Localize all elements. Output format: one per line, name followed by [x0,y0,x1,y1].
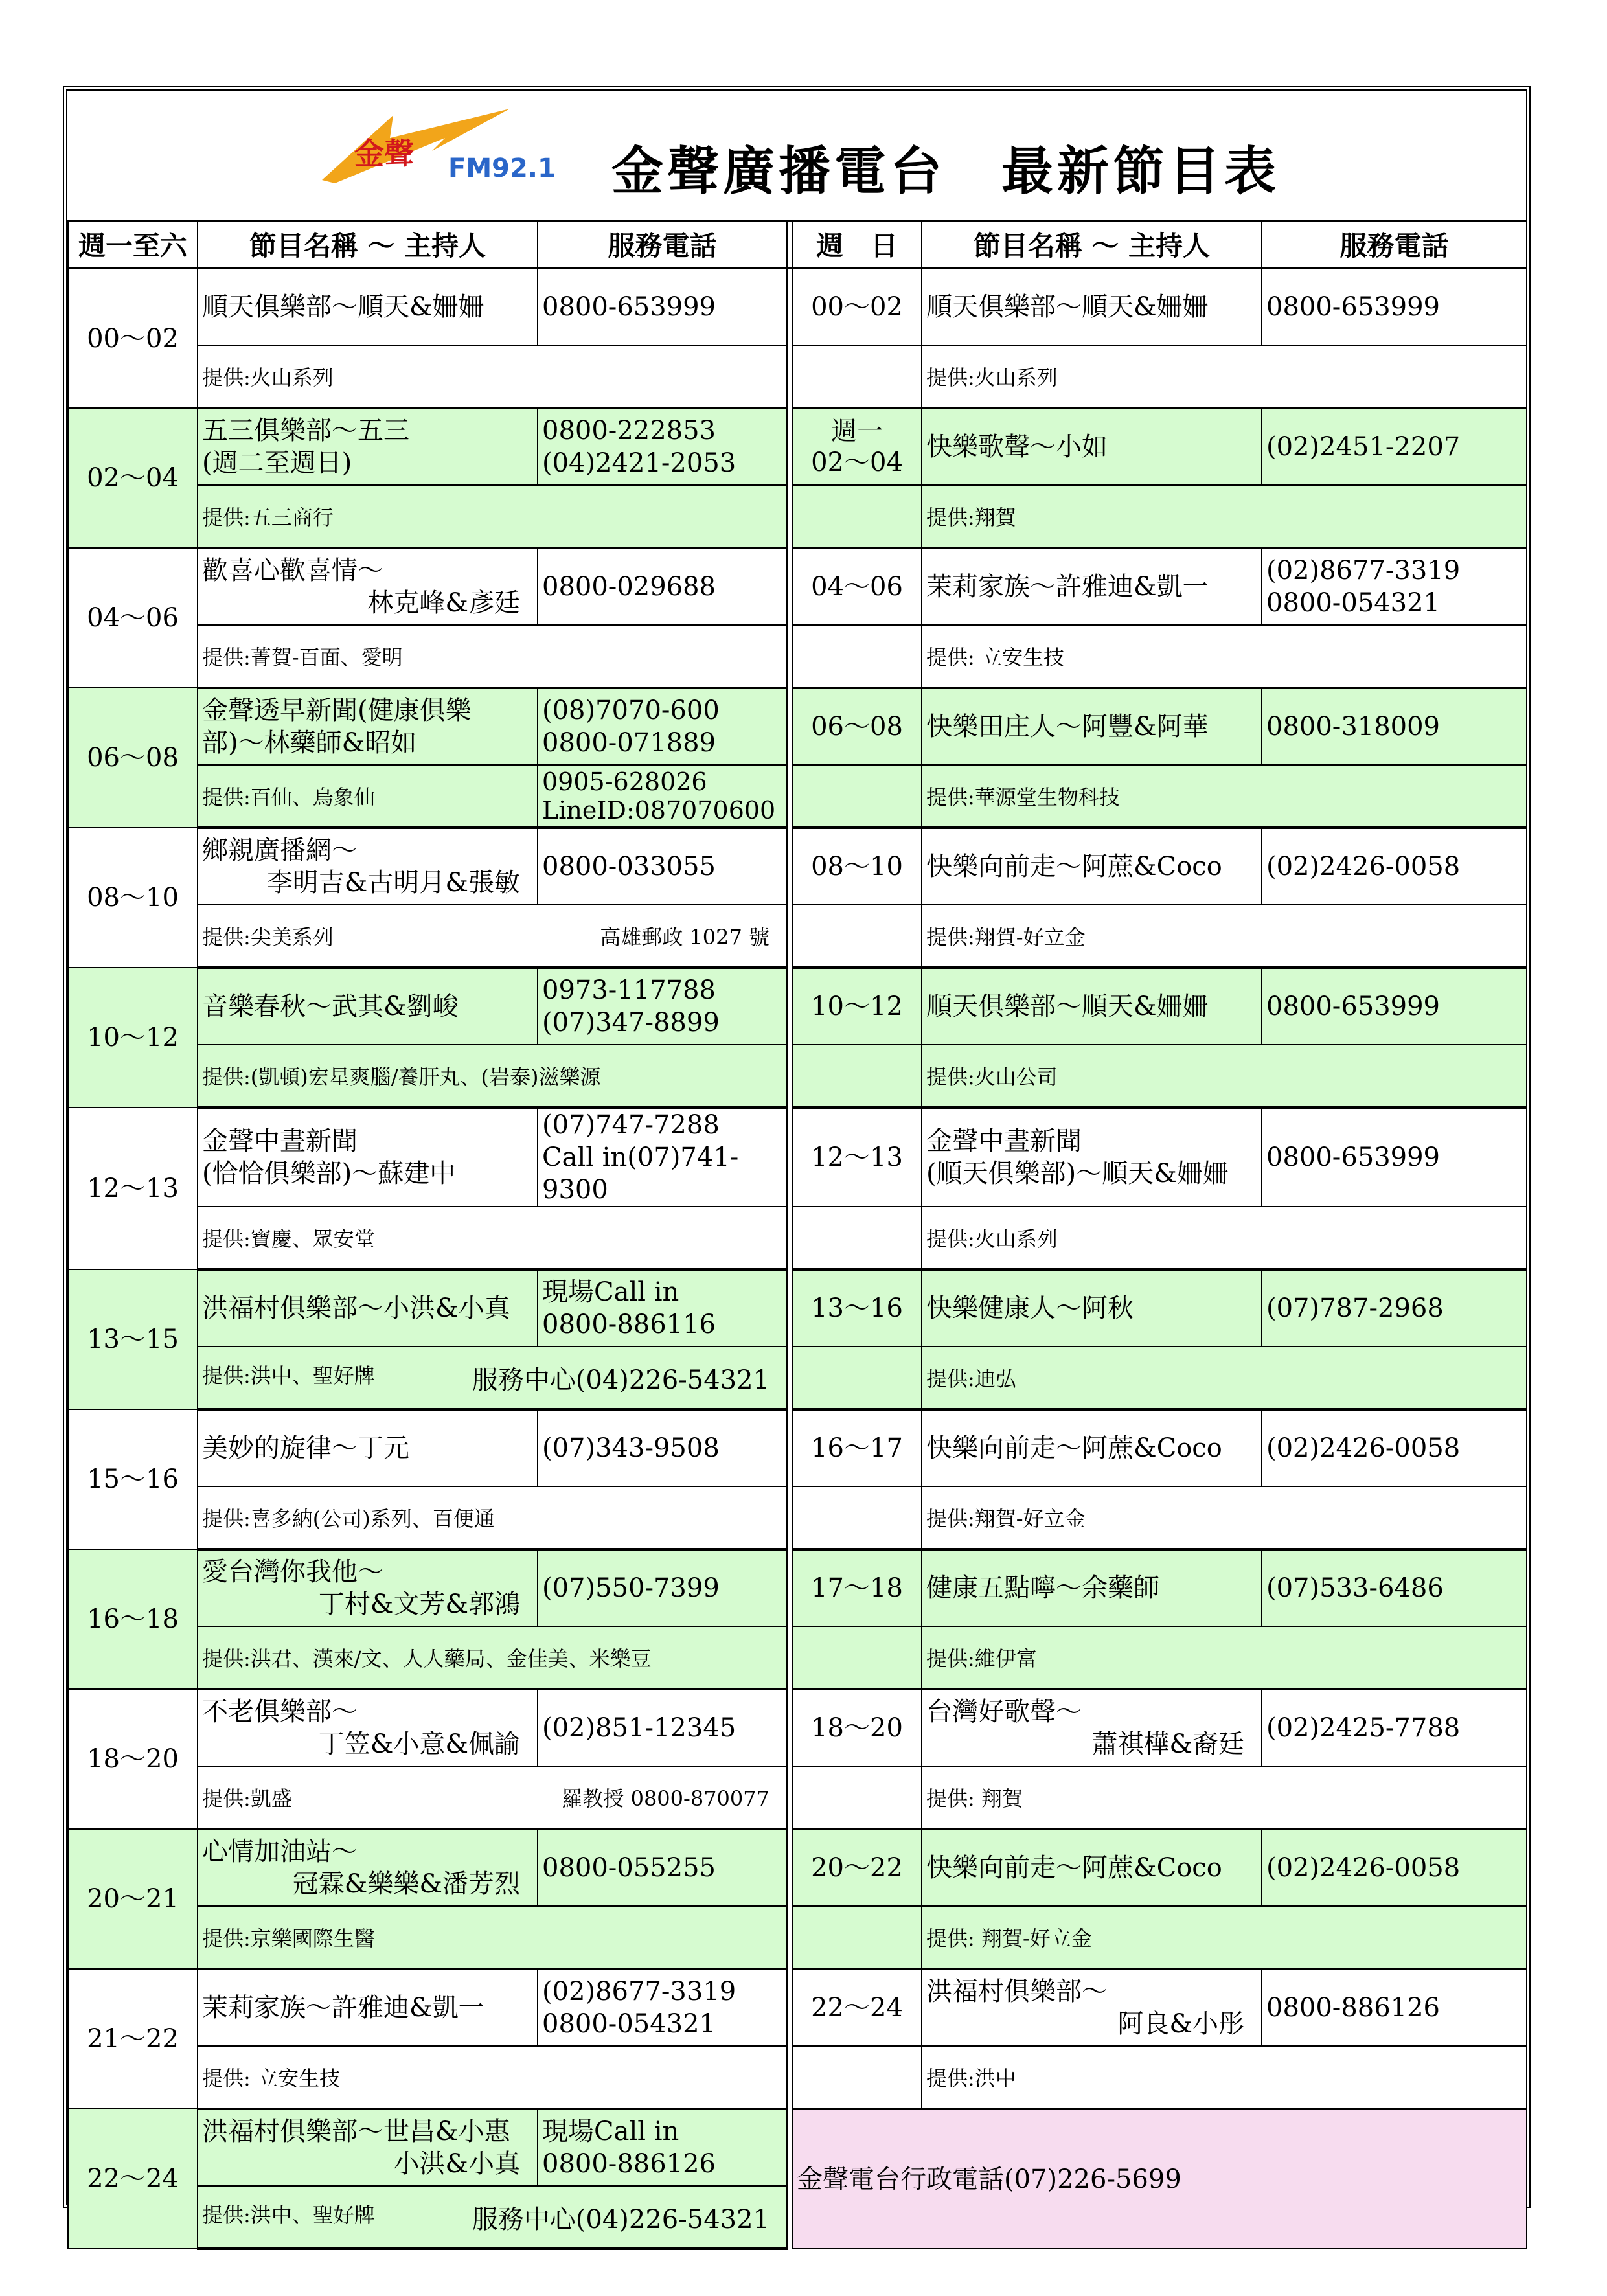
weekday-phone [538,2109,787,2186]
column-gap [787,1829,792,1969]
column-gap [787,1409,792,1549]
weekday-program [198,968,538,1045]
text-line: (02)2451-2207 [1266,432,1461,462]
sunday-sponsor: 提供:翔賀-好立金 [922,905,1527,968]
sunday-time: 00～02 [792,268,922,345]
sunday-time-blank [792,345,922,408]
weekday-sponsor [198,485,787,548]
weekday-time: 00～02 [68,268,198,408]
weekday-phone [538,968,787,1045]
text-line: 小洪&小真 [393,2149,520,2179]
sunday-phone [1262,1969,1527,2046]
text-line: 0800-886126 [1266,1993,1441,2023]
text-line: 0800-071889 [542,728,716,758]
sunday-sponsor: 提供:迪弘 [922,1347,1527,1409]
sponsor-row [68,1045,1527,1108]
sponsor-contact: 服務中心(04)226-54321 [472,1365,769,1395]
sunday-program [922,1689,1262,1766]
col-sunday: 週 日 [792,221,922,268]
text-line: (08)7070-600 [542,696,720,725]
weekday-program [198,268,538,345]
text-line: (07)550-7399 [542,1573,720,1603]
weekday-time: 08～10 [68,828,198,968]
text-line: 順天俱樂部～順天&姍姍 [202,292,484,322]
page-title: 金聲廣播電台 最新節目表 [611,141,1280,201]
schedule-row [68,548,1527,625]
sunday-sponsor: 提供: 翔賀-好立金 [922,1906,1527,1969]
text-line: 蕭祺樺&裔廷 [1091,1729,1244,1759]
sunday-time-blank [792,625,922,688]
text-line: 快樂歌聲～小如 [926,432,1108,462]
sunday-time: 20～22 [792,1829,922,1906]
schedule-frame [63,86,1531,2234]
schedule-row [68,408,1527,485]
sponsor-text: 提供:洪君、漢來/文、人人藥局、金佳美、米樂豆 [202,1646,652,1671]
text-line: Call in(07)741-9300 [542,1142,739,1205]
sunday-program [922,828,1262,905]
program-schedule-table [67,220,1527,2250]
text-line: 美妙的旋律～丁元 [202,1433,409,1463]
text-line: 0800-033055 [542,852,716,881]
text-line: 0800-653999 [1266,1142,1441,1172]
text-line: 台灣好歌聲～ [926,1697,1082,1727]
sunday-sponsor: 提供:洪中 [922,2046,1527,2109]
schedule-row [68,828,1527,905]
weekday-program [198,1829,538,1906]
sunday-time: 22～24 [792,1969,922,2046]
text-line: (07)533-6486 [1266,1573,1444,1603]
weekday-sponsor [198,1626,787,1689]
sunday-time-blank [792,2046,922,2109]
text-line: 0800-222853 [542,416,716,446]
sponsor-text: 提供: 立安生技 [202,2066,340,2091]
schedule-row [68,1689,1527,1766]
weekday-time: 06～08 [68,688,198,828]
weekday-sponsor [198,1045,787,1108]
text-line: 林克峰&彥廷 [367,588,520,618]
text-line: (02)2425-7788 [1266,1713,1461,1743]
text-line: 0800-653999 [1266,292,1441,322]
sponsor-contact: 服務中心(04)226-54321 [472,2204,769,2234]
column-gap [787,408,792,548]
weekday-phone [538,1549,787,1626]
column-gap [787,2109,792,2249]
sunday-sponsor: 提供:翔賀 [922,485,1527,548]
schedule-row [68,2109,1527,2186]
sunday-program [922,1269,1262,1347]
weekday-sponsor [198,345,787,408]
sunday-program [922,1549,1262,1626]
sponsor-row [68,905,1527,968]
sponsor-row [68,1486,1527,1549]
weekday-sponsor [198,905,787,968]
text-line: (恰恰俱樂部)～蘇建中 [202,1159,456,1188]
station-logo [315,102,626,187]
sunday-time-blank [792,485,922,548]
sunday-phone [1262,688,1527,765]
text-line: 洪福村俱樂部～ [926,1977,1108,2006]
text-line: (02)2426-0058 [1266,1853,1461,1883]
weekday-phone [538,548,787,625]
logo-text: 金聲 [354,136,414,171]
weekday-sponsor [198,1347,787,1409]
sunday-sponsor: 提供:火山系列 [922,1207,1527,1269]
weekday-phone [538,1409,787,1486]
sponsor-text: 提供:百仙、烏象仙 [202,785,375,810]
sponsor-contact: 羅教授 0800-870077 [562,1786,769,1811]
sunday-phone [1262,548,1527,625]
sunday-time-blank [792,905,922,968]
sunday-phone [1262,1689,1527,1766]
weekday-sponsor [198,2046,787,2109]
sunday-phone [1262,1549,1527,1626]
weekday-program [198,828,538,905]
col-program: 節目名稱 ～ 主持人 [198,221,538,268]
weekday-time: 16～18 [68,1549,198,1689]
text-line: 歡喜心歡喜情～ [202,556,383,585]
sunday-time-blank [792,1906,922,1969]
text-line: 音樂春秋～武其&劉峻 [202,992,459,1021]
schedule-row [68,1269,1527,1347]
sunday-sponsor: 提供:華源堂生物科技 [922,765,1527,828]
text-line: 順天俱樂部～順天&姍姍 [926,292,1209,322]
text-line: 洪福村俱樂部～世昌&小惠 [202,2117,510,2146]
sponsor-text: 提供:尖美系列 [202,925,334,949]
sunday-program [922,548,1262,625]
text-line: 0800-886116 [542,1310,716,1339]
column-gap [787,1549,792,1689]
time-line: 週一 [831,416,883,446]
text-line: (02)8677-3319 [542,1977,736,2006]
weekday-phone [538,1108,787,1207]
sunday-program [922,1969,1262,2046]
sunday-time: 10～12 [792,968,922,1045]
sunday-time: 17～18 [792,1549,922,1626]
sunday-phone [1262,268,1527,345]
sunday-phone [1262,1269,1527,1347]
sunday-time: 04～06 [792,548,922,625]
sponsor-row [68,765,1527,828]
text-line: 0800-054321 [1266,588,1441,618]
weekday-program [198,1409,538,1486]
col-phone: 服務電話 [538,221,787,268]
text-line: 0800-886126 [542,2149,716,2179]
weekday-program [198,1549,538,1626]
sunday-time-blank [792,1626,922,1689]
admin-phone-text: 金聲電台行政電話(07)226-5699 [797,2164,1181,2194]
text-line: 0905-628026 [542,767,707,796]
sunday-sponsor: 提供:火山系列 [922,345,1527,408]
text-line: LineID:087070600 [542,796,776,824]
weekday-program [198,688,538,765]
weekday-sponsor [198,625,787,688]
text-line: (02)2426-0058 [1266,1433,1461,1463]
schedule-row [68,1108,1527,1207]
text-line: (02)8677-3319 [1266,556,1461,585]
text-line: 金聲透早新聞(健康俱樂 [202,696,472,725]
weekday-phone [538,828,787,905]
sponsor-row [68,1207,1527,1269]
text-line: (07)747-7288 [542,1110,720,1140]
text-line: 現場Call in [542,2117,679,2146]
column-gap [787,268,792,408]
sponsor-row [68,625,1527,688]
weekday-time: 21～22 [68,1969,198,2109]
text-line: 冠霖&樂樂&潘芳烈 [292,1869,520,1899]
sunday-phone [1262,1409,1527,1486]
sponsor-row [68,1766,1527,1829]
sunday-time-blank [792,1766,922,1829]
text-line: 快樂向前走～阿蔗&Coco [926,1853,1222,1883]
text-line: 部)～林藥師&昭如 [202,728,417,758]
sunday-phone [1262,1829,1527,1906]
sponsor-row [68,1347,1527,1409]
sunday-time-blank [792,1347,922,1409]
time-line: 02～04 [811,448,903,477]
weekday-program [198,1108,538,1207]
text-line: 不老俱樂部～ [202,1697,358,1727]
col-weekday: 週一至六 [68,221,198,268]
sponsor-text: 提供:喜多納(公司)系列、百便通 [202,1506,495,1531]
sponsor-text: 提供:火山系列 [202,365,334,390]
weekday-sponsor [198,1906,787,1969]
col-program-sunday: 節目名稱 ～ 主持人 [922,221,1262,268]
sunday-program [922,1108,1262,1207]
sponsor-contact: 高雄郵政 1027 號 [600,925,769,949]
sponsor-text: 提供:五三商行 [202,505,334,530]
text-line: 五三俱樂部～五三 [202,416,409,446]
sponsor-text: 提供:凱盛 [202,1786,292,1811]
weekday-time: 13～15 [68,1269,198,1409]
text-line: 0800-653999 [1266,992,1441,1021]
sponsor-row [68,1626,1527,1689]
text-line: 心情加油站～ [202,1837,358,1867]
text-line: 李明吉&古明月&張敏 [266,868,520,898]
column-gap [787,1108,792,1269]
weekday-time: 10～12 [68,968,198,1108]
column-gap [787,1969,792,2109]
schedule-row [68,268,1527,345]
text-line: 金聲中晝新聞 [202,1126,358,1156]
sunday-phone [1262,828,1527,905]
sponsor-text: 提供:洪中、聖好牌 [202,1363,375,1388]
sunday-time-blank [792,1045,922,1108]
text-line: 快樂健康人～阿秋 [926,1293,1134,1323]
text-line: 愛台灣你我他～ [202,1557,383,1587]
sunday-time: 16～17 [792,1409,922,1486]
sunday-time: 06～08 [792,688,922,765]
column-gap [787,1269,792,1409]
sunday-time: 12～13 [792,1108,922,1207]
column-gap [787,828,792,968]
weekday-phone [538,1969,787,2046]
sponsor-row [68,1906,1527,1969]
text-line: 茉莉家族～許雅迪&凱一 [202,1993,484,2023]
sunday-phone [1262,968,1527,1045]
sunday-time-blank [792,1486,922,1549]
weekday-phone [538,1689,787,1766]
sponsor-text: 提供:寶慶、眾安堂 [202,1227,375,1251]
weekday-phone [538,688,787,765]
weekday-sponsor [198,1486,787,1549]
weekday-phone [538,408,787,485]
text-line: 順天俱樂部～順天&姍姍 [926,992,1209,1021]
weekday-program [198,1689,538,1766]
sunday-sponsor: 提供:維伊富 [922,1626,1527,1689]
text-line: (週二至週日) [202,448,352,478]
text-line: 0800-029688 [542,572,716,602]
sponsor-row [68,2046,1527,2109]
text-line: 鄉親廣播網～ [202,835,358,865]
sunday-time [792,408,922,485]
admin-phone-cell [792,2109,1527,2249]
text-line: (04)2421-2053 [542,448,736,478]
sunday-program [922,1409,1262,1486]
text-line: (07)343-9508 [542,1433,720,1463]
column-gap [787,221,792,268]
weekday-phone [538,1269,787,1347]
weekday-program [198,548,538,625]
weekday-time: 04～06 [68,548,198,688]
col-phone-sunday: 服務電話 [1262,221,1527,268]
text-line: 0800-054321 [542,2009,716,2039]
weekday-sponsor [198,2186,787,2249]
schedule-row [68,1829,1527,1906]
column-gap [787,1689,792,1829]
sponsor-text: 提供:京樂國際生醫 [202,1926,375,1951]
text-line: 快樂田庄人～阿豐&阿華 [926,712,1209,742]
text-line: (02)851-12345 [542,1713,736,1743]
sunday-program [922,968,1262,1045]
sponsor-text: 提供:(凱頓)宏星爽腦/養肝丸、(岩泰)滋樂源 [202,1065,601,1089]
sponsor-text: 提供:菁賀-百面、愛明 [202,645,403,670]
text-line: 0800-653999 [542,292,716,322]
sunday-program [922,408,1262,485]
sunday-sponsor: 提供:翔賀-好立金 [922,1486,1527,1549]
text-line: 快樂向前走～阿蔗&Coco [926,852,1222,881]
text-line: 茉莉家族～許雅迪&凱一 [926,572,1209,602]
sunday-phone [1262,1108,1527,1207]
weekday-program [198,2109,538,2186]
sunday-program [922,1829,1262,1906]
table-header-row [68,221,1527,268]
frequency-text: FM92.1 [448,153,556,183]
weekday-time: 02～04 [68,408,198,548]
sunday-sponsor: 提供: 立安生技 [922,625,1527,688]
schedule-row [68,688,1527,765]
column-gap [787,968,792,1108]
weekday-program [198,1969,538,2046]
text-line: (順天俱樂部)～順天&姍姍 [926,1159,1229,1188]
text-line: (07)787-2968 [1266,1293,1444,1323]
sunday-program [922,688,1262,765]
text-line: 0973-117788 [542,975,716,1005]
column-gap [787,548,792,688]
text-line: 快樂向前走～阿蔗&Coco [926,1433,1222,1463]
weekday-time: 15～16 [68,1409,198,1549]
sponsor-text: 提供:洪中、聖好牌 [202,2202,375,2227]
weekday-sponsor [198,765,538,828]
weekday-program [198,408,538,485]
sunday-time: 13～16 [792,1269,922,1347]
weekday-time: 22～24 [68,2109,198,2249]
weekday-phone [538,268,787,345]
sunday-program [922,268,1262,345]
text-line: 0800-055255 [542,1853,716,1883]
text-line: 金聲中晝新聞 [926,1126,1082,1156]
weekday-time: 20～21 [68,1829,198,1969]
text-line: 現場Call in [542,1277,679,1307]
sunday-time-blank [792,765,922,828]
weekday-sponsor [198,1766,787,1829]
text-line: 丁村&文芳&郭鴻 [318,1589,520,1619]
column-gap [787,688,792,828]
sunday-time: 18～20 [792,1689,922,1766]
schedule-row [68,1409,1527,1486]
weekday-sponsor [198,1207,787,1269]
text-line: (07)347-8899 [542,1008,720,1038]
sunday-phone [1262,408,1527,485]
schedule-row [68,968,1527,1045]
weekday-program [198,1269,538,1347]
schedule-row [68,1549,1527,1626]
weekday-time: 12～13 [68,1108,198,1269]
sponsor-row [68,485,1527,548]
schedule-row [68,1969,1527,2046]
text-line: 健康五點嚀～余藥師 [926,1573,1159,1603]
weekday-time: 18～20 [68,1689,198,1829]
sunday-sponsor: 提供: 翔賀 [922,1766,1527,1829]
sponsor-row [68,345,1527,408]
sunday-time-blank [792,1207,922,1269]
text-line: 阿良&小彤 [1117,2009,1244,2039]
text-line: 0800-318009 [1266,712,1441,742]
text-line: 洪福村俱樂部～小洪&小真 [202,1293,510,1323]
weekday-phone [538,1829,787,1906]
sunday-sponsor: 提供:火山公司 [922,1045,1527,1108]
page-header [67,91,1526,220]
text-line: (02)2426-0058 [1266,852,1461,881]
text-line: 丁笠&小意&佩諭 [318,1729,520,1759]
sunday-time: 08～10 [792,828,922,905]
weekday-sponsor-phone [538,765,787,828]
